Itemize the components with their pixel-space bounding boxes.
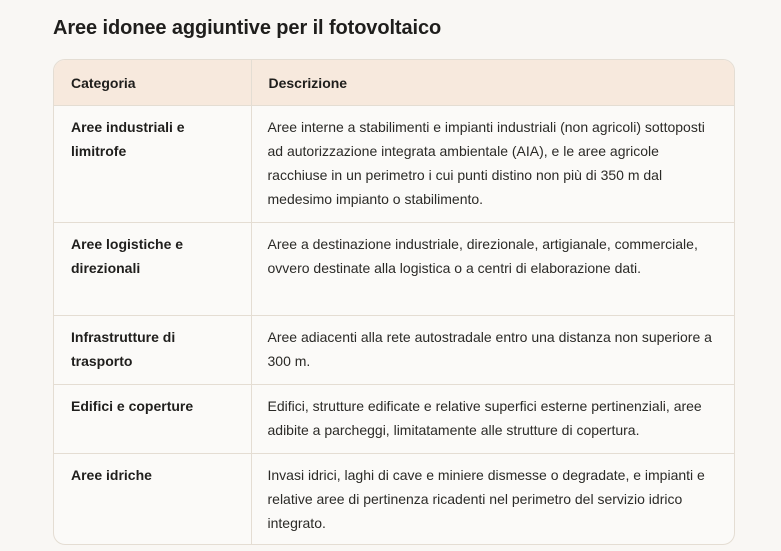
table-row (54, 316, 734, 385)
row-category: Aree idriche (54, 454, 251, 546)
row-category: Edifici e coperture (54, 385, 251, 454)
row-category: Aree logistiche e direzionali (54, 223, 251, 316)
table-row (54, 106, 734, 223)
page-title: Aree idonee aggiuntive per il fotovoltaico (53, 17, 442, 39)
row-category: Infrastrutture di trasporto (54, 316, 251, 385)
table-header-row (54, 60, 734, 106)
areas-table-container (53, 59, 735, 545)
row-description: Invasi idrici, laghi di cave e miniere dismesse o degradate, e impianti e relative aree di pertinenza ricadenti nel perimetro del servizio idrico integrato. (267, 467, 705, 531)
row-category: Aree industriali e limitrofe (54, 106, 251, 223)
row-description: Aree a destinazione industriale, direzionale, artigianale, commerciale, ovvero destinate alla logistica o a centri di elaborazione dati. (251, 223, 734, 316)
table-row (54, 223, 734, 316)
table-row (54, 385, 734, 454)
row-description: Edifici, strutture edificate e relative superfici esterne pertinenziali, aree adibite a parcheggi, limitatamente alle strutture di copertura. (251, 385, 734, 454)
header-categoria: Categoria (54, 60, 251, 106)
table-row (54, 454, 734, 546)
row-description: Aree interne a stabilimenti e impianti industriali (non agricoli) sottoposti ad autorizzazione integrata ambientale (AIA), e le aree agricole racchiuse in un perimetro i cui punti distino non più di 350 m dal medesimo impianto o stabilimento. (251, 106, 734, 223)
header-descrizione: Descrizione (251, 60, 734, 106)
row-description: Aree adiacenti alla rete autostradale entro una distanza non superiore a 300 m. (251, 316, 734, 385)
areas-table (54, 60, 734, 545)
